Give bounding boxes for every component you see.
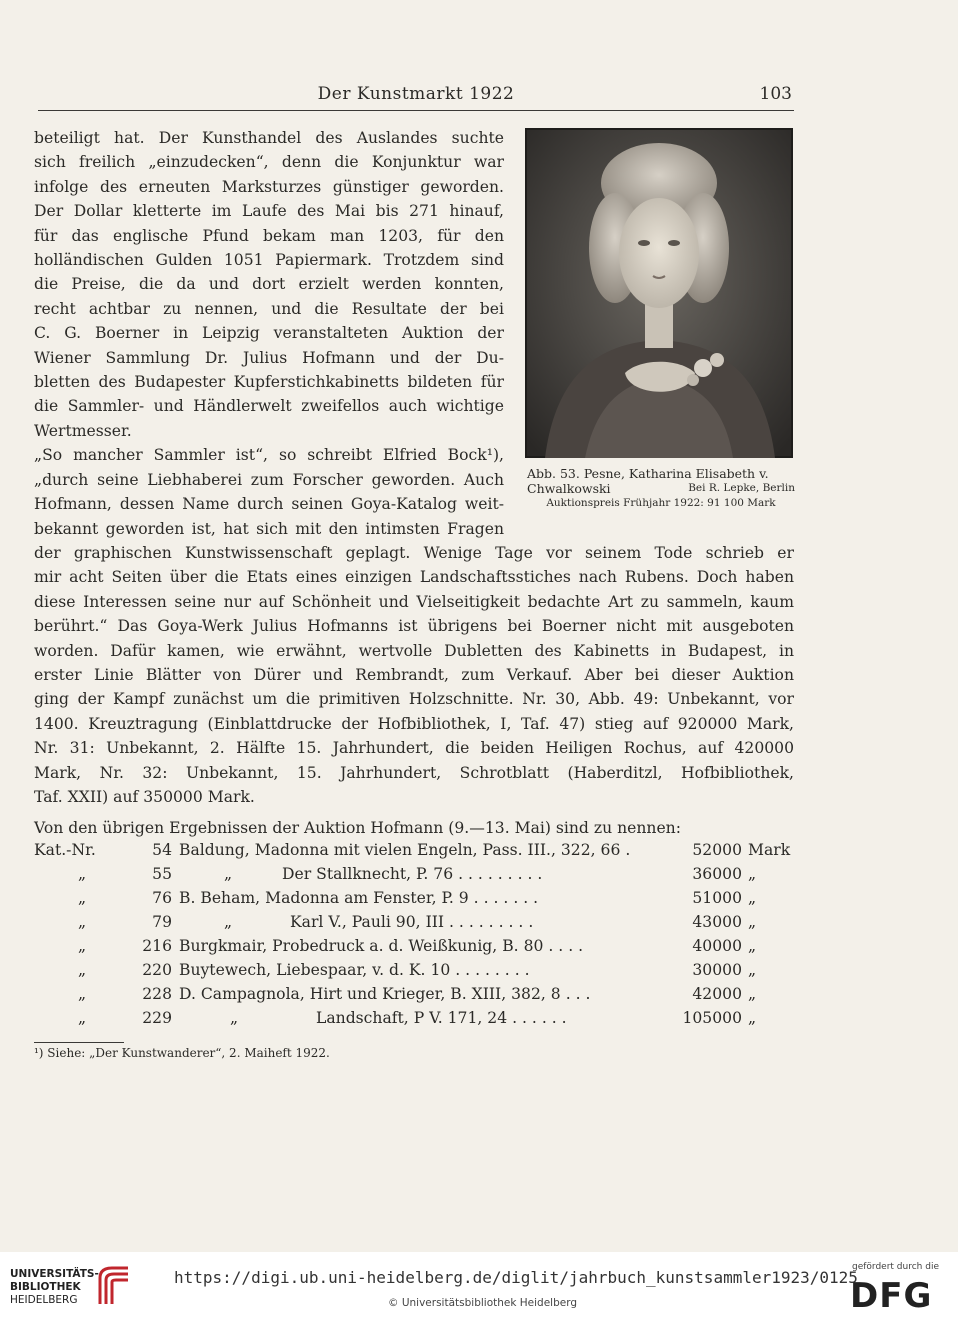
- text-line: holländischen Gulden 1051 Papiermark. Trotzdem sind: [34, 251, 504, 270]
- page-number: 103: [759, 84, 792, 104]
- text-line: für das englische Pfund bekam man 1203, für den: [34, 226, 504, 245]
- result-row: [34, 841, 796, 865]
- result-row: [34, 913, 796, 937]
- text-line: mir acht Seiten über die Etats eines einzigen Landschaftsstiches nach Rubens. Doch haben: [34, 568, 794, 587]
- text-line: Der Dollar kletterte im Laufe des Mai bis 271 hinauf,: [34, 202, 504, 221]
- caption-credit: [527, 481, 795, 496]
- result-price: 42000: [692, 985, 742, 1003]
- result-catalog-number: 220: [142, 961, 172, 979]
- result-catalog-number: 54: [152, 841, 172, 859]
- caption-sitter: Chwalkowski: [527, 481, 611, 496]
- result-unit: Mark: [748, 841, 791, 859]
- text-line: recht achtbar zu nennen, und die Resultate der bei: [34, 299, 504, 318]
- result-prefix: „: [78, 937, 87, 955]
- text-line: „durch seine Liebhaberei zum Forscher geworden. Auch: [34, 470, 504, 489]
- text-line: „So mancher Sammler ist“, so schreibt Elfried Bock¹),: [34, 446, 504, 465]
- logo-line: BIBLIOTHEK: [10, 1281, 81, 1293]
- result-leader: . . .: [560, 985, 591, 1003]
- result-entry: [179, 841, 630, 859]
- library-logo-text[interactable]: [10, 1268, 99, 1307]
- permalink-url[interactable]: https://digi.ub.uni-heidelberg.de/diglit/jahrbuch_kunstsammler1923/0125: [174, 1268, 858, 1287]
- result-artist: Baldung,: [179, 841, 250, 859]
- result-artist: B. Beham,: [179, 889, 261, 907]
- text-line: worden. Dafür kamen, wie erwähnt, wertvolle Dubletten des Kabinetts in Budapest, in: [34, 641, 794, 660]
- result-unit: „: [748, 913, 757, 931]
- result-price: 40000: [692, 937, 742, 955]
- result-entry: [179, 937, 583, 955]
- result-prefix: „: [78, 1009, 87, 1027]
- result-entry: [179, 961, 530, 979]
- result-unit: „: [748, 937, 757, 955]
- footnote-divider: [34, 1042, 124, 1043]
- text-line: bekannt geworden ist, hat sich mit den intimsten Fragen: [34, 519, 504, 538]
- text-line: sich freilich „einzudecken“, denn die Konjunktur war: [34, 153, 504, 172]
- text-line: der graphischen Kunstwissenschaft geplagt. Wenige Tage vor seinem Tode schrieb er: [34, 544, 794, 562]
- result-row: [34, 889, 796, 913]
- viewer-footer: [0, 1252, 958, 1322]
- caption-price: Auktionspreis Frühjahr 1922: 91 100 Mark: [546, 497, 776, 509]
- result-row: [34, 937, 796, 961]
- result-price: 52000: [692, 841, 742, 859]
- figure-caption: [527, 466, 795, 511]
- result-title: Madonna mit vielen Engeln, Pass. III., 322, 66: [254, 841, 621, 859]
- result-catalog-number: 55: [152, 865, 172, 883]
- result-price: 105000: [682, 1009, 742, 1027]
- text-line: 1400. Kreuztragung (Einblattdrucke der Hofbibliothek, I, Taf. 47) stieg auf 920000 Mark,: [34, 714, 794, 733]
- result-row: [34, 1009, 796, 1033]
- result-row: [34, 985, 796, 1009]
- result-price: 30000: [692, 961, 742, 979]
- result-prefix: „: [78, 985, 87, 1003]
- result-prefix: „: [78, 961, 87, 979]
- logo-line: HEIDELBERG: [10, 1294, 78, 1306]
- result-price: 51000: [692, 889, 742, 907]
- result-unit: „: [748, 961, 757, 979]
- result-price: 36000: [692, 865, 742, 883]
- result-catalog-number: 228: [142, 985, 172, 1003]
- copyright-notice: © Universitätsbibliothek Heidelberg: [388, 1297, 578, 1309]
- result-catalog-number: 216: [142, 937, 172, 955]
- result-entry: [179, 985, 590, 1003]
- result-leader: .: [620, 841, 631, 859]
- result-prefix: Kat.-Nr.: [34, 841, 96, 859]
- portrait-painting-image: [525, 128, 793, 458]
- text-line: beteiligt hat. Der Kunsthandel des Auslandes suchte: [34, 129, 504, 147]
- result-artist: D. Campagnola,: [179, 985, 305, 1003]
- result-title: Karl V., Pauli 90, III: [290, 913, 445, 931]
- result-entry: [179, 889, 538, 907]
- full-width-text: [34, 541, 794, 809]
- result-title: Liebespaar, v. d. K. 10: [276, 961, 451, 979]
- result-entry: [316, 1009, 567, 1027]
- text-line: C. G. Boerner in Leipzig veranstalteten Auktion der: [34, 324, 504, 343]
- result-row: [34, 865, 796, 889]
- text-line: ging der Kampf zunächst um die primitiven Holzschnitte. Nr. 30, Abb. 49: Unbekannt, vor: [34, 690, 794, 709]
- result-prefix: „: [78, 913, 87, 931]
- result-unit: „: [748, 889, 757, 907]
- text-line: Taf. XXII) auf 350000 Mark.: [34, 788, 255, 807]
- text-line: bletten des Budapester Kupferstichkabinetts bildeten für: [34, 373, 504, 392]
- result-leader: . . . . . . . . .: [453, 865, 543, 883]
- result-artist: „: [230, 1009, 239, 1027]
- result-artist: Burgkmair,: [179, 937, 268, 955]
- left-column-text: [34, 126, 504, 541]
- result-leader: . . . . . . .: [468, 889, 539, 907]
- text-line: Wertmesser.: [34, 421, 132, 440]
- result-artist: „: [224, 913, 233, 931]
- result-leader: . . . . . . . . .: [444, 913, 534, 931]
- text-line: infolge des erneuten Marksturzes günstiger geworden.: [34, 177, 504, 196]
- result-artist: „: [224, 865, 233, 883]
- result-artist: Buytewech,: [179, 961, 272, 979]
- result-entry: [290, 913, 533, 931]
- library-logo-icon: [96, 1264, 132, 1308]
- result-leader: . . . . . .: [507, 1009, 567, 1027]
- result-entry: [282, 865, 542, 883]
- result-price: 43000: [692, 913, 742, 931]
- text-line: berührt.“ Das Goya-Werk Julius Hofmanns ist übrigens bei Boerner nicht mit ausgeboten: [34, 617, 794, 636]
- text-line: Mark, Nr. 32: Unbekannt, 15. Jahrhundert, Schrotblatt (Haberditzl, Hofbibliothek,: [34, 763, 794, 782]
- result-unit: „: [748, 865, 757, 883]
- result-leader: . . . . . . . .: [450, 961, 530, 979]
- dfg-logo[interactable]: DFG: [850, 1276, 933, 1316]
- result-prefix: „: [78, 889, 87, 907]
- running-title: Der Kunstmarkt 1922: [317, 84, 515, 104]
- page-header: [38, 84, 794, 111]
- text-line: Wiener Sammlung Dr. Julius Hofmann und der Du-: [34, 348, 504, 367]
- footnote: ¹) Siehe: „Der Kunstwanderer“, 2. Maiheft 1922.: [34, 1046, 330, 1060]
- result-title: Madonna am Fenster, P. 9: [265, 889, 469, 907]
- text-line: erster Linie Blätter von Dürer und Rembrandt, zum Verkauf. Aber bei dieser Auktion: [34, 666, 794, 685]
- caption-lender: Bei R. Lepke, Berlin: [688, 482, 795, 494]
- caption-title: Abb. 53. Pesne, Katharina Elisabeth v.: [527, 466, 769, 481]
- logo-line: UNIVERSITÄTS-: [10, 1268, 99, 1280]
- portrait-figure: [525, 128, 793, 458]
- results-intro: Von den übrigen Ergebnissen der Auktion Hofmann (9.—13. Mai) sind zu nennen:: [34, 819, 681, 837]
- result-title: Landschaft, P V. 171, 24: [316, 1009, 508, 1027]
- dfg-funding-note: gefördert durch die: [852, 1262, 939, 1272]
- result-unit: „: [748, 985, 757, 1003]
- text-line: diese Interessen seine nur auf Schönheit und Vielseitigkeit bedachte Art zu sammeln, kaum: [34, 592, 794, 611]
- result-catalog-number: 229: [142, 1009, 172, 1027]
- result-catalog-number: 79: [152, 913, 172, 931]
- text-line: Hofmann, dessen Name durch seinen Goya-Katalog weit-: [34, 495, 504, 514]
- text-line: die Sammler- und Händlerwelt zweifellos auch wichtige: [34, 397, 504, 416]
- result-leader: . . . .: [543, 937, 584, 955]
- result-catalog-number: 76: [152, 889, 172, 907]
- result-title: Probedruck a. d. Weißkunig, B. 80: [272, 937, 544, 955]
- result-title: Der Stallknecht, P. 76: [282, 865, 454, 883]
- text-line: Nr. 31: Unbekannt, 2. Hälfte 15. Jahrhundert, die beiden Heiligen Rochus, auf 420000: [34, 739, 794, 758]
- result-unit: „: [748, 1009, 757, 1027]
- result-title: Hirt und Krieger, B. XIII, 382, 8: [309, 985, 561, 1003]
- result-row: [34, 961, 796, 985]
- text-line: die Preise, die da und dort erzielt werden konnten,: [34, 275, 504, 294]
- result-prefix: „: [78, 865, 87, 883]
